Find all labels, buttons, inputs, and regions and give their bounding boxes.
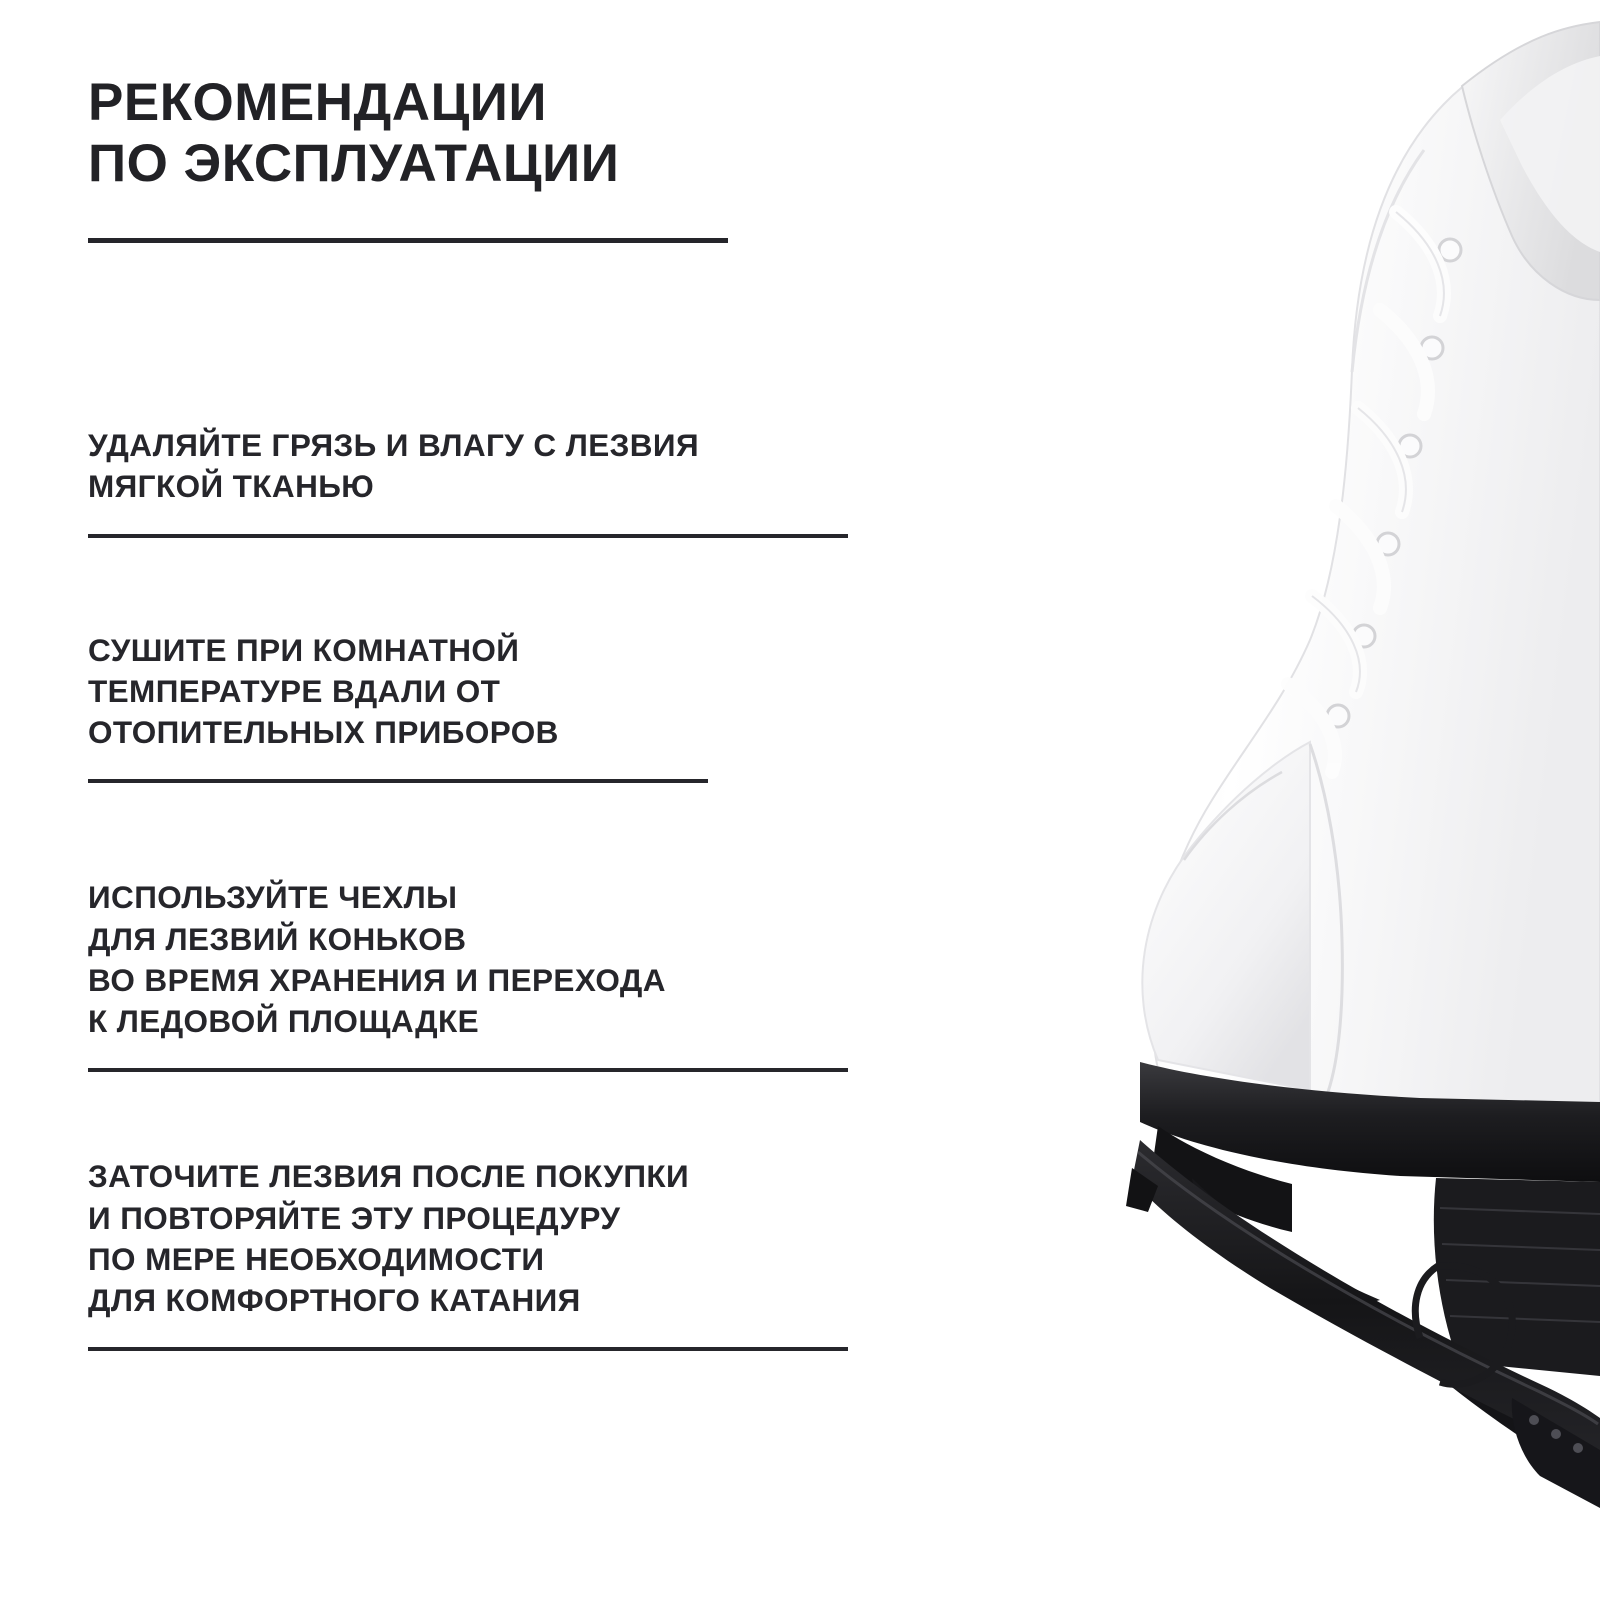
tip-divider-4 bbox=[88, 1347, 848, 1351]
page-title: РЕКОМЕНДАЦИИ ПО ЭКСПЛУАТАЦИИ bbox=[88, 73, 620, 194]
tip-divider-3 bbox=[88, 1068, 848, 1072]
tip-text-3: ИСПОЛЬЗУЙТЕ ЧЕХЛЫ ДЛЯ ЛЕЗВИЙ КОНЬКОВ ВО ВРЕМЯ ХРАНЕНИЯ И ПЕРЕХОДА К ЛЕДОВОЙ ПЛОЩАДКЕ bbox=[88, 879, 666, 1039]
list-item bbox=[88, 1156, 848, 1351]
list-item bbox=[88, 630, 848, 784]
title-divider bbox=[88, 238, 728, 243]
title-block bbox=[88, 72, 788, 195]
tip-divider-2 bbox=[88, 779, 708, 783]
list-item bbox=[88, 425, 848, 538]
tip-divider-1 bbox=[88, 534, 848, 538]
tip-text-1: УДАЛЯЙТЕ ГРЯЗЬ И ВЛАГУ С ЛЕЗВИЯ МЯГКОЙ ТКАНЬЮ bbox=[88, 427, 699, 505]
list-item bbox=[88, 877, 848, 1072]
skate-photo bbox=[840, 0, 1600, 1600]
tip-text-4: ЗАТОЧИТЕ ЛЕЗВИЯ ПОСЛЕ ПОКУПКИ И ПОВТОРЯЙТЕ ЭТУ ПРОЦЕДУРУ ПО МЕРЕ НЕОБХОДИМОСТИ ДЛЯ КОМФОРТНОГО КАТАНИЯ bbox=[88, 1158, 690, 1318]
tips-list bbox=[88, 425, 848, 1351]
tip-text-2: СУШИТЕ ПРИ КОМНАТНОЙ ТЕМПЕРАТУРЕ ВДАЛИ ОТ ОТОПИТЕЛЬНЫХ ПРИБОРОВ bbox=[88, 631, 559, 750]
